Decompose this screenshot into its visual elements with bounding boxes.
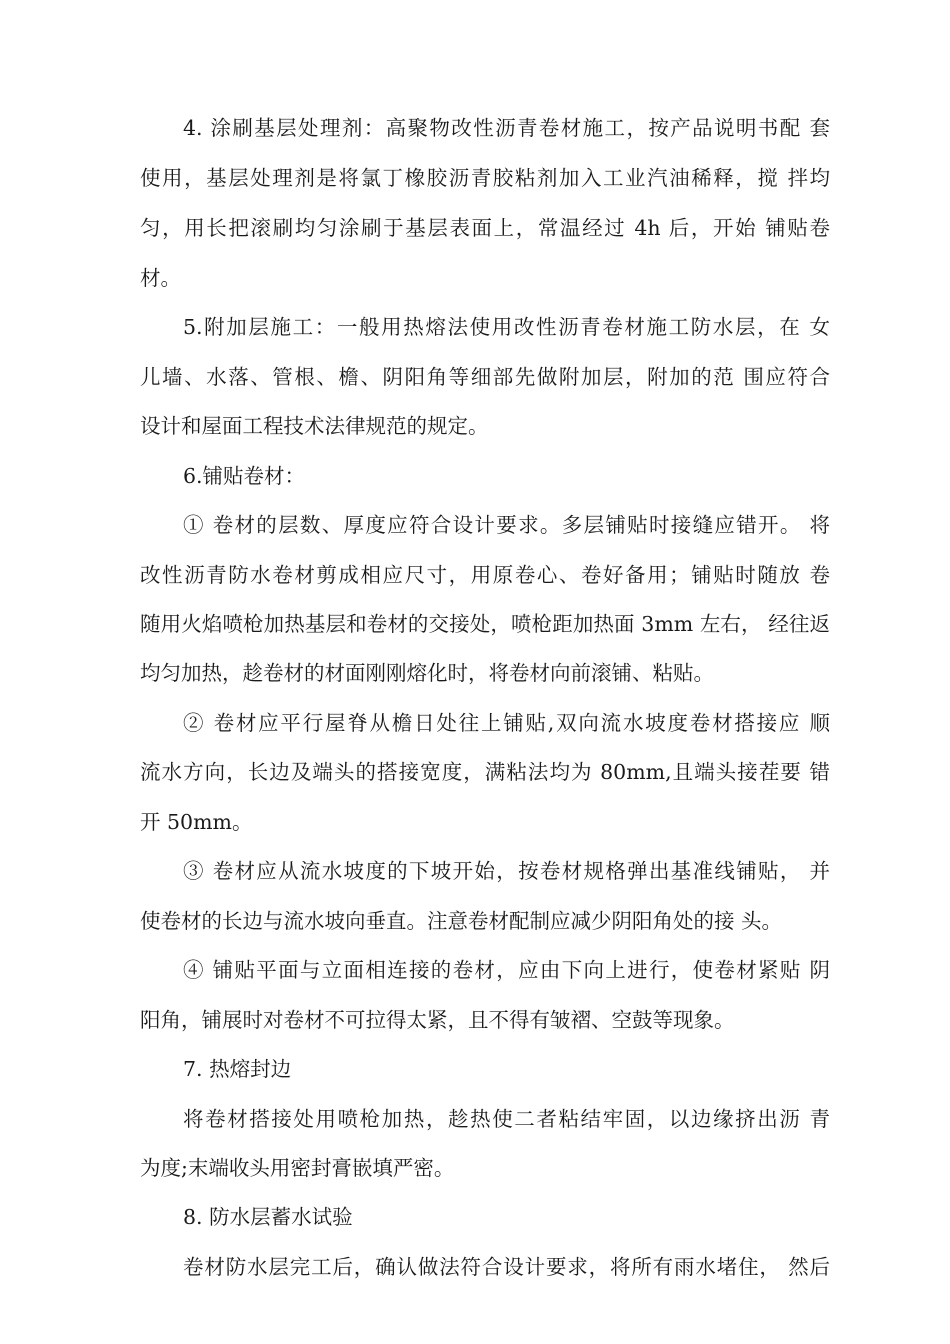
para-4-line-4: 材。 bbox=[140, 266, 181, 290]
item-2-line-1: ② 卷材应平行屋脊从檐日处往上铺贴,双向流水坡度卷材搭接应 顺 bbox=[183, 711, 830, 735]
para-4-line-1: 4. 涂刷基层处理剂：高聚物改性沥青卷材施工，按产品说明书配 套 bbox=[183, 116, 830, 140]
para-4-line-2: 使用，基层处理剂是将氯丁橡胶沥青胶粘剂加入工业汽油稀释，搅 拌均 bbox=[140, 166, 830, 190]
para-5-line-2: 儿墙、水落、管根、檐、阴阳角等细部先做附加层，附加的范 围应符合 bbox=[140, 365, 830, 389]
para-5-line-3: 设计和屋面工程技术法律规范的规定。 bbox=[140, 414, 489, 438]
para-7-line-2: 为度;末端收头用密封膏嵌填严密。 bbox=[140, 1156, 455, 1180]
heading-7: 7. 热熔封边 bbox=[183, 1057, 292, 1081]
heading-8: 8. 防水层蓄水试验 bbox=[183, 1205, 353, 1229]
item-4-line-2: 阳角，铺展时对卷材不可拉得太紧，且不得有皱褶、空鼓等现象。 bbox=[140, 1008, 735, 1032]
para-5-line-1: 5.附加层施工：一般用热熔法使用改性沥青卷材施工防水层，在 女 bbox=[183, 315, 830, 339]
item-1-line-1: ① 卷材的层数、厚度应符合设计要求。多层铺贴时接缝应错开。 将 bbox=[183, 513, 830, 537]
item-2-line-2: 流水方向，长边及端头的搭接宽度，满粘法均为 80mm,且端头接茬要 错 bbox=[140, 760, 830, 784]
para-4-line-3: 匀，用长把滚刷均匀涂刷于基层表面上，常温经过 4h 后，开始 铺贴卷 bbox=[140, 216, 830, 240]
item-1-line-3: 随用火焰喷枪加热基层和卷材的交接处，喷枪距加热面 3mm 左右， 经往返 bbox=[140, 612, 830, 636]
item-3-line-2: 使卷材的长边与流水坡向垂直。注意卷材配制应减少阴阳角处的接 头。 bbox=[140, 909, 783, 933]
item-1-line-2: 改性沥青防水卷材剪成相应尺寸，用原卷心、卷好备用；铺贴时随放 卷 bbox=[140, 563, 830, 587]
item-4-line-1: ④ 铺贴平面与立面相连接的卷材，应由下向上进行，使卷材紧贴 阴 bbox=[183, 958, 830, 982]
item-3-line-1: ③ 卷材应从流水坡度的下坡开始，按卷材规格弹出基准线铺贴， 并 bbox=[183, 859, 830, 883]
item-2-line-3: 开 50mm。 bbox=[140, 810, 253, 834]
heading-6: 6.铺贴卷材： bbox=[183, 464, 306, 488]
item-1-line-4: 均匀加热，趁卷材的材面刚刚熔化时，将卷材向前滚铺、粘贴。 bbox=[140, 661, 714, 685]
para-7-line-1: 将卷材搭接处用喷枪加热，趁热使二者粘结牢固，以边缘挤出沥 青 bbox=[183, 1107, 830, 1131]
para-8-line-1: 卷材防水层完工后，确认做法符合设计要求，将所有雨水堵住， 然后 bbox=[183, 1255, 830, 1279]
